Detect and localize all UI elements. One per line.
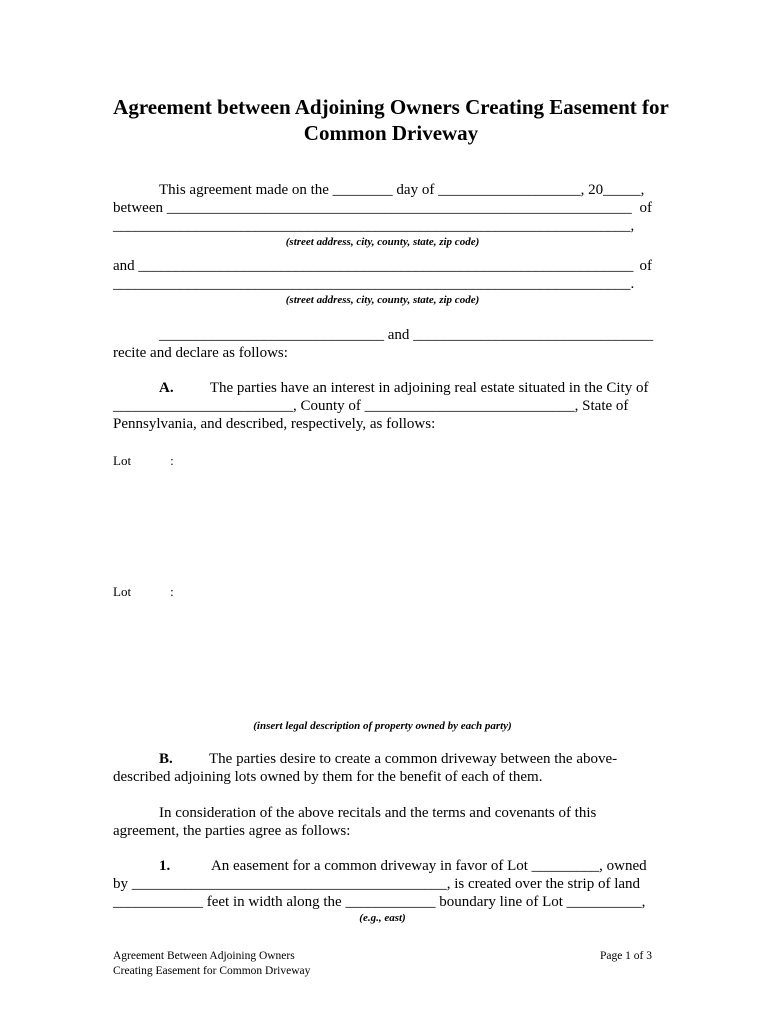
parties-names-line: ______________________________ and ________________________________ <box>159 327 654 343</box>
intro-of-word: of <box>639 200 652 216</box>
lot-2-word: Lot <box>113 584 132 599</box>
lot-1-colon: : <box>170 453 174 468</box>
intro-line-2 <box>113 199 652 217</box>
lot-1-word: Lot <box>113 453 132 468</box>
lot-2-label <box>113 583 174 601</box>
lot-1-label <box>113 452 174 470</box>
footer-left-line-2: Creating Easement for Common Driveway <box>113 965 311 977</box>
address-caption-1: (street address, city, county, state, zip code) <box>285 236 480 248</box>
recital-a-label: A. <box>159 380 174 396</box>
footer-left-line-1: Agreement Between Adjoining Owners <box>113 950 295 962</box>
recital-a-line-3: Pennsylvania, and described, respectively, as follows: <box>113 416 436 432</box>
title-line-1: Agreement between Adjoining Owners Creating Easement for <box>113 95 669 119</box>
lot-2-colon: : <box>170 584 174 599</box>
recital-a-text-1: The parties have an interest in adjoining real estate situated in the City of <box>209 380 649 396</box>
clause-1-line-1 <box>159 857 647 875</box>
intro-and-blank: and __________________________________________________________________ <box>113 258 634 274</box>
address-caption-2: (street address, city, county, state, zip code) <box>285 294 480 306</box>
consideration-line-2: agreement, the parties agree as follows: <box>113 823 351 839</box>
clause-1-text-1: An easement for a common driveway in favor of Lot _________, owned <box>210 858 647 874</box>
document-title <box>100 94 682 146</box>
recital-b-text-1: The parties desire to create a common driveway between the above- <box>209 751 618 767</box>
recital-a-line-2: ________________________, County of ____________________________, State of <box>113 398 629 414</box>
intro-line-1: This agreement made on the ________ day of ___________________, 20_____, <box>159 182 645 198</box>
footer-left <box>113 949 310 979</box>
clause-1-line-2: by __________________________________________, is created over the strip of land <box>113 876 641 892</box>
intro-of-word-2: of <box>639 258 652 274</box>
direction-caption: (e.g., east) <box>359 912 406 924</box>
intro-line-4 <box>113 257 652 275</box>
recital-b-line-1 <box>159 750 617 768</box>
footer-page-number: Page 1 of 3 <box>599 950 652 962</box>
recital-b-label: B. <box>159 751 173 767</box>
intro-address-blank-2: _____________________________________________________________________. <box>113 276 635 292</box>
clause-1-line-3: ____________ feet in width along the ____________ boundary line of Lot __________, <box>113 894 646 910</box>
consideration-line-1: In consideration of the above recitals and the terms and covenants of this <box>159 805 597 821</box>
clause-1-label: 1. <box>159 858 171 874</box>
recite-line: recite and declare as follows: <box>113 345 288 361</box>
title-line-2: Common Driveway <box>303 121 479 145</box>
legal-description-caption: (insert legal description of property owned by each party) <box>253 720 512 732</box>
recital-a-line-1 <box>159 379 648 397</box>
intro-address-blank-1: _____________________________________________________________________, <box>113 218 635 234</box>
recital-b-line-2: described adjoining lots owned by them for the benefit of each of them. <box>113 769 543 785</box>
intro-between-blank: between ______________________________________________________________ <box>113 200 632 216</box>
